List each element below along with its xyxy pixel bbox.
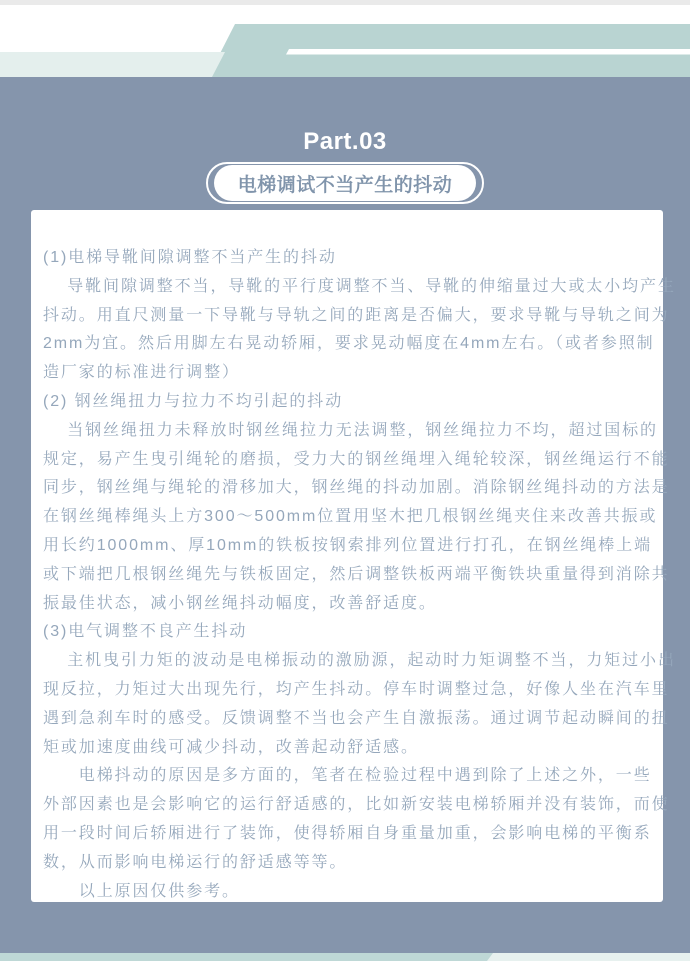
article-line: 导靴间隙调整不当，导靴的平行度调整不当、导靴的伸缩量过大或太小均产生 — [43, 277, 676, 295]
article-line: 用长约1000mm、厚10mm的铁板按钢索排列位置进行打孔，在钢丝绳棒上端 — [43, 536, 653, 554]
top-edge-strip — [0, 0, 690, 5]
bottom-band-left-shape — [0, 953, 690, 961]
article-line: 2mm为宜。然后用脚左右晃动轿厢，要求晃动幅度在4mm左右。（或者参照制 — [43, 335, 655, 353]
article-line: 外部因素也是会影响它的运行舒适感的，比如新安装电梯轿厢并没有装饰，而使 — [43, 796, 670, 814]
article-line: (1)电梯导靴间隙调整不当产生的抖动 — [43, 249, 337, 266]
article-line: 矩或加速度曲线可减少抖动，改善起动舒适感。 — [43, 738, 419, 756]
article-line: (2) 钢丝绳扭力与拉力不均引起的抖动 — [43, 392, 344, 410]
article-line: 抖动。用直尺测量一下导靴与导轨之间的距离是否偏大，要求导靴与导轨之间为 — [43, 306, 670, 324]
section-title-pill — [214, 165, 476, 201]
article-line: 当钢丝绳扭力未释放时钢丝绳拉力无法调整，钢丝绳拉力不均，超过国标的 — [43, 421, 658, 439]
article-line: 现反拉，力矩过大出现先行，均产生抖动。停车时调整过急，好像人坐在汽车里 — [43, 680, 670, 698]
article-line: 同步，钢丝绳与绳轮的滑移加大，钢丝绳的抖动加剧。消除钢丝绳抖动的方法是 — [43, 479, 670, 497]
article-line: 数，从而影响电梯运行的舒适感等等。 — [43, 853, 348, 871]
article-line: 以上原因仅供参考。 — [43, 882, 240, 900]
article-line: 遇到急刹车时的感受。反馈调整不当也会产生自激振荡。通过调节起动瞬间的扭 — [43, 709, 670, 727]
article-line: 振最佳状态，减小钢丝绳抖动幅度，改善舒适度。 — [43, 594, 437, 612]
article-line: (3)电气调整不良产生抖动 — [43, 623, 248, 641]
article-line: 电梯抖动的原因是多方面的，笔者在检验过程中遇到除了上述之外，一些 — [43, 767, 652, 785]
article-text — [43, 244, 676, 906]
part-label: Part.03 — [303, 128, 387, 155]
article-line: 用一段时间后轿厢进行了装饰，使得轿厢自身重量加重，会影响电梯的平衡系 — [43, 824, 652, 842]
section-title: 电梯调试不当产生的抖动 — [237, 174, 453, 196]
bottom-band — [0, 953, 690, 961]
article-line: 造厂家的标准进行调整） — [43, 364, 240, 382]
content-card — [31, 210, 676, 902]
article-line: 主机曳引力矩的波动是电梯振动的激励源，起动时力矩调整不当，力矩过小出 — [43, 652, 676, 670]
article-line: 规定，易产生曳引绳轮的磨损，受力大的钢丝绳埋入绳轮较深，钢丝绳运行不能 — [43, 450, 670, 468]
article-line: 在钢丝绳棒绳头上方300～500mm位置用坚木把几根钢丝绳夹住来改善共振或 — [43, 508, 658, 526]
article-line: 或下端把几根钢丝绳先与铁板固定，然后调整铁板两端平衡铁块重量得到消除共 — [43, 565, 670, 583]
